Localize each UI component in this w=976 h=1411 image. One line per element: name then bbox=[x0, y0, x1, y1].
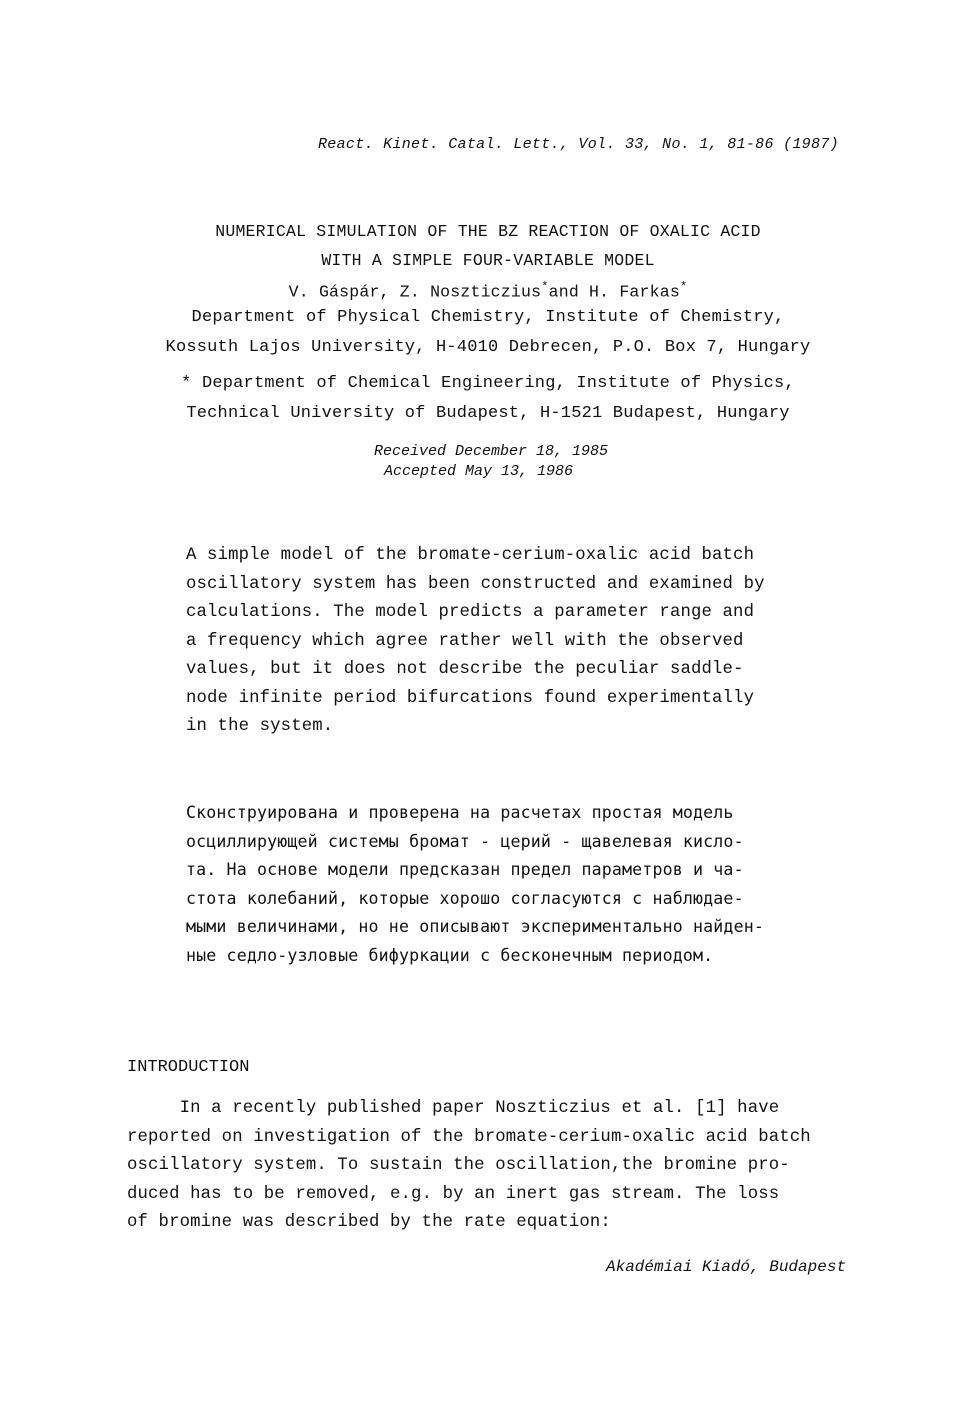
journal-citation: React. Kinet. Catal. Lett., Vol. 33, No. 1, 81-86 (1987) bbox=[318, 136, 839, 153]
paper-title-line-2: WITH A SIMPLE FOUR-VARIABLE MODEL bbox=[321, 251, 655, 270]
author-noszticzius: Z. Noszticzius bbox=[399, 282, 542, 302]
introduction-body: In a recently published paper Noszticzius et al. [1] have reported on investigation of the bromate-cerium-oxalic acid batch oscillatory system. To sustain the oscillation,the bromine pro- duced has to be removed, e.g. by an inert gas stream. The loss of bromine was described by the rate equation: bbox=[127, 1099, 811, 1232]
affiliation-mark: * bbox=[679, 280, 688, 294]
section-heading-introduction: INTRODUCTION bbox=[127, 1058, 250, 1077]
affiliation-line-1: Department of Physical Chemistry, Institute of Chemistry, bbox=[191, 308, 785, 327]
author-list bbox=[0, 280, 976, 302]
affiliation-line-4: Technical University of Budapest, H-1521 Budapest, Hungary bbox=[186, 404, 790, 423]
abstract-english: A simple model of the bromate-cerium-oxalic acid batch oscillatory system has been constructed and examined by calculations. The model predicts a parameter range and a frequency which agree rather well with the observed values, but it does not describe the peculiar saddle- node infinite period bifurcations found experimentally in the system. bbox=[186, 546, 765, 736]
affiliation-mark: * bbox=[541, 280, 549, 294]
received-date: Received December 18, 1985 bbox=[374, 443, 609, 460]
paper-title-line-1: NUMERICAL SIMULATION OF THE BZ REACTION OF OXALIC ACID bbox=[215, 222, 761, 241]
affiliation-line-3: * Department of Chemical Engineering, Institute of Physics, bbox=[181, 374, 795, 393]
author-gaspar: V. Gáspár, bbox=[288, 282, 400, 302]
abstract-russian: Сконструирована и проверена на расчетах простая модель осциллирующей системы бромат - церий - щавелевая кисло- та. На основе модели предсказан предел параметров и ча- стота колебаний, которые хорошо согласуются с наблюдае- мыми величинами, но не описывают экспериментально найден- ные седло-узловые бифуркации с бесконечным периодом. bbox=[186, 803, 764, 965]
publisher-footer: Akadémiai Kiadó, Budapest bbox=[606, 1258, 847, 1276]
accepted-date: Accepted May 13, 1986 bbox=[384, 463, 574, 480]
author-farkas: and H. Farkas bbox=[548, 282, 680, 302]
affiliation-line-2: Kossuth Lajos University, H-4010 Debrecen, P.O. Box 7, Hungary bbox=[165, 338, 811, 357]
